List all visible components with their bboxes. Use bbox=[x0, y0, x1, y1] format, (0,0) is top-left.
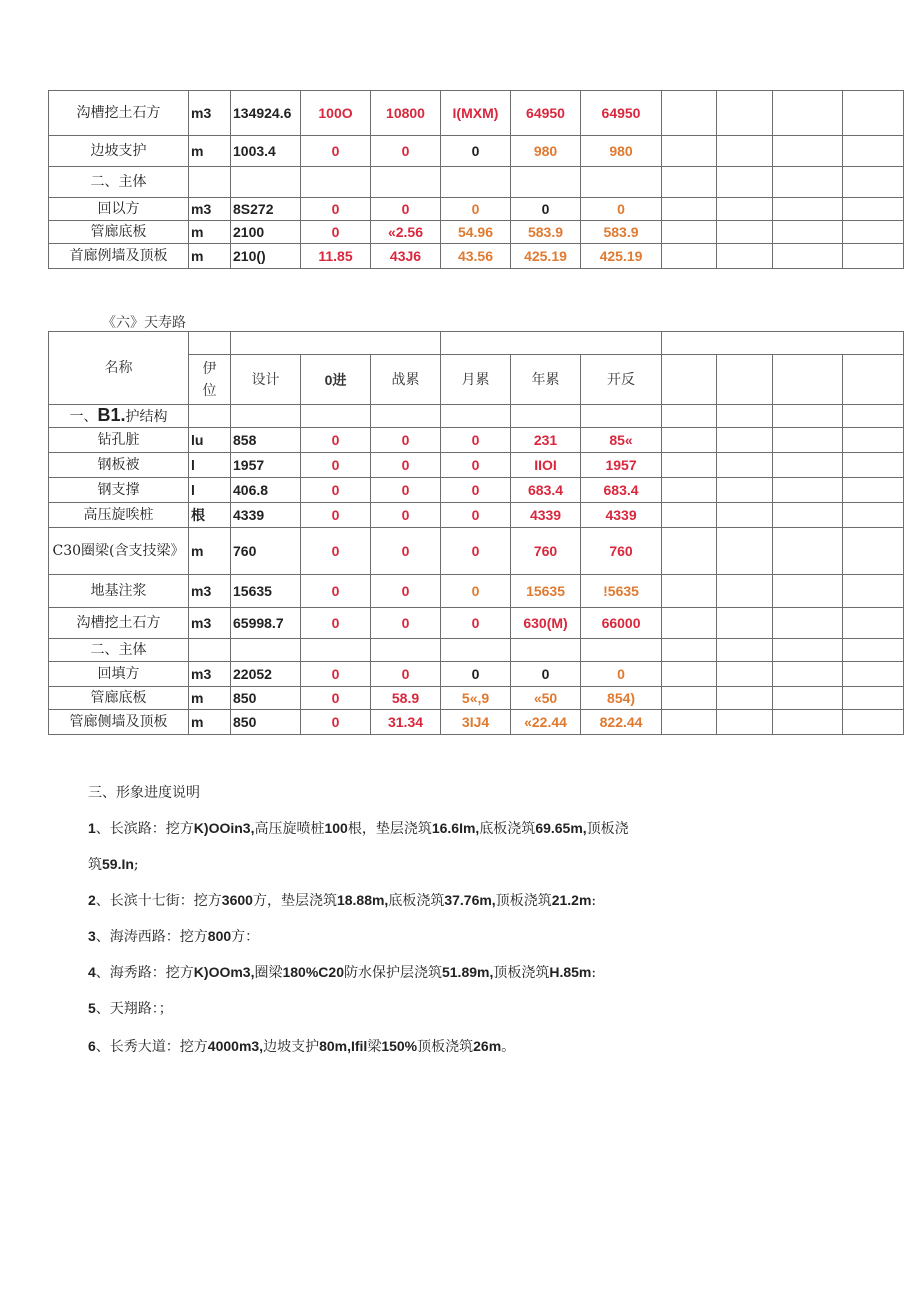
value-cell: 760 bbox=[581, 528, 662, 575]
empty-cell bbox=[843, 478, 904, 503]
item-unit: l bbox=[189, 478, 231, 503]
empty-cell bbox=[662, 662, 717, 687]
value-cell: 630(M) bbox=[511, 608, 581, 639]
value-cell: !5635 bbox=[581, 575, 662, 608]
value-cell: 4339 bbox=[511, 503, 581, 528]
empty-cell bbox=[717, 608, 773, 639]
empty-cell bbox=[717, 244, 773, 269]
table-row bbox=[49, 428, 904, 453]
header-col5: 开反 bbox=[581, 355, 662, 405]
value-cell: 10800 bbox=[371, 91, 441, 136]
empty-cell bbox=[662, 244, 717, 269]
value-cell bbox=[441, 167, 511, 198]
empty-cell bbox=[717, 528, 773, 575]
empty-cell bbox=[662, 91, 717, 136]
header-name: 名称 bbox=[49, 332, 189, 405]
empty-cell bbox=[843, 575, 904, 608]
empty-cell bbox=[773, 167, 843, 198]
table-row bbox=[49, 136, 904, 167]
value-cell: 58.9 bbox=[371, 687, 441, 710]
value-cell: 100O bbox=[301, 91, 371, 136]
value-cell: 85« bbox=[581, 428, 662, 453]
empty-cell bbox=[662, 687, 717, 710]
value-cell bbox=[511, 639, 581, 662]
empty-cell bbox=[717, 355, 773, 405]
value-cell: 0 bbox=[301, 608, 371, 639]
empty-cell bbox=[773, 478, 843, 503]
item-unit bbox=[189, 167, 231, 198]
value-cell: 583.9 bbox=[511, 221, 581, 244]
value-cell: 66000 bbox=[581, 608, 662, 639]
item-name: 回以方 bbox=[49, 198, 189, 221]
empty-cell bbox=[843, 198, 904, 221]
empty-cell bbox=[843, 503, 904, 528]
item-design: 760 bbox=[231, 528, 301, 575]
table-row bbox=[49, 244, 904, 269]
empty-cell bbox=[843, 221, 904, 244]
header-col3: 月累 bbox=[441, 355, 511, 405]
empty-cell bbox=[717, 478, 773, 503]
header-col2: 战累 bbox=[371, 355, 441, 405]
value-cell: 5«,9 bbox=[441, 687, 511, 710]
item-design: 1957 bbox=[231, 453, 301, 478]
value-cell: 0 bbox=[511, 198, 581, 221]
notes-heading: 三、形象进度说明 bbox=[88, 785, 200, 801]
item-name: 钢板被 bbox=[49, 453, 189, 478]
value-cell: «2.56 bbox=[371, 221, 441, 244]
empty-cell bbox=[773, 687, 843, 710]
item-unit: m bbox=[189, 244, 231, 269]
value-cell: 0 bbox=[301, 575, 371, 608]
item-name: 地基注浆 bbox=[49, 575, 189, 608]
empty-cell bbox=[662, 710, 717, 735]
empty-cell bbox=[773, 428, 843, 453]
value-cell: 0 bbox=[301, 710, 371, 735]
header-col4: 年累 bbox=[511, 355, 581, 405]
value-cell: 980 bbox=[511, 136, 581, 167]
note-1: 1、长滨路：挖方K)OOin3,高压旋喷桩100根，垫层浇筑16.6Im,底板浇筑69.65m,顶板浇 bbox=[88, 820, 629, 837]
value-cell: 980 bbox=[581, 136, 662, 167]
empty-cell bbox=[773, 608, 843, 639]
empty-cell bbox=[717, 136, 773, 167]
empty-cell bbox=[662, 221, 717, 244]
item-name: 二、主体 bbox=[49, 167, 189, 198]
header-blank bbox=[189, 332, 231, 355]
item-design: 15635 bbox=[231, 575, 301, 608]
empty-cell bbox=[662, 575, 717, 608]
empty-cell bbox=[843, 91, 904, 136]
value-cell: 0 bbox=[581, 662, 662, 687]
item-design: 406.8 bbox=[231, 478, 301, 503]
empty-cell bbox=[662, 167, 717, 198]
empty-cell bbox=[843, 528, 904, 575]
item-design: 858 bbox=[231, 428, 301, 453]
value-cell: 683.4 bbox=[581, 478, 662, 503]
value-cell: 0 bbox=[511, 662, 581, 687]
empty-cell bbox=[843, 639, 904, 662]
value-cell: 0 bbox=[371, 503, 441, 528]
empty-cell bbox=[662, 136, 717, 167]
value-cell: 0 bbox=[371, 136, 441, 167]
empty-cell bbox=[843, 428, 904, 453]
value-cell: 0 bbox=[371, 453, 441, 478]
value-cell: 0 bbox=[441, 136, 511, 167]
value-cell: 0 bbox=[301, 453, 371, 478]
empty-cell bbox=[717, 198, 773, 221]
value-cell: 4339 bbox=[581, 503, 662, 528]
empty-cell bbox=[717, 221, 773, 244]
progress-table-1 bbox=[48, 90, 904, 269]
table-row bbox=[49, 608, 904, 639]
value-cell bbox=[371, 639, 441, 662]
empty-cell bbox=[717, 687, 773, 710]
item-name: 管廊底板 bbox=[49, 687, 189, 710]
table-2-title: 《六》天寿路 bbox=[102, 315, 186, 331]
value-cell: 0 bbox=[371, 608, 441, 639]
empty-cell bbox=[773, 528, 843, 575]
value-cell: 0 bbox=[301, 503, 371, 528]
value-cell: 15635 bbox=[511, 575, 581, 608]
empty-cell bbox=[773, 136, 843, 167]
value-cell bbox=[581, 639, 662, 662]
empty-cell bbox=[717, 662, 773, 687]
value-cell: 0 bbox=[371, 662, 441, 687]
table-row bbox=[49, 662, 904, 687]
item-name: 回填方 bbox=[49, 662, 189, 687]
header-unit: 伊 位 bbox=[189, 355, 231, 405]
value-cell: 0 bbox=[441, 575, 511, 608]
value-cell: 0 bbox=[441, 453, 511, 478]
empty-cell bbox=[717, 91, 773, 136]
empty-cell bbox=[773, 221, 843, 244]
value-cell: 760 bbox=[511, 528, 581, 575]
value-cell: 3IJ4 bbox=[441, 710, 511, 735]
item-unit: m bbox=[189, 221, 231, 244]
empty-cell bbox=[773, 710, 843, 735]
item-design: 2100 bbox=[231, 221, 301, 244]
empty-cell bbox=[843, 167, 904, 198]
item-unit: m3 bbox=[189, 662, 231, 687]
empty-cell bbox=[773, 453, 843, 478]
empty-cell bbox=[662, 608, 717, 639]
item-name: 沟槽挖土石方 bbox=[49, 608, 189, 639]
value-cell: «50 bbox=[511, 687, 581, 710]
empty-cell bbox=[773, 244, 843, 269]
empty-cell bbox=[843, 687, 904, 710]
header-blank bbox=[662, 332, 904, 355]
empty-cell bbox=[662, 428, 717, 453]
item-design: 4339 bbox=[231, 503, 301, 528]
item-name: 管廊侧墙及顶板 bbox=[49, 710, 189, 735]
table-row bbox=[49, 528, 904, 575]
item-name: 管廊底板 bbox=[49, 221, 189, 244]
value-cell: 0 bbox=[371, 575, 441, 608]
value-cell: 0 bbox=[441, 198, 511, 221]
note-1-cont: 筑59.In; bbox=[88, 856, 139, 873]
empty-cell bbox=[773, 662, 843, 687]
empty-cell bbox=[662, 503, 717, 528]
item-design bbox=[231, 639, 301, 662]
header-blank bbox=[441, 332, 662, 355]
value-cell: 583.9 bbox=[581, 221, 662, 244]
value-cell: 64950 bbox=[511, 91, 581, 136]
value-cell: 31.34 bbox=[371, 710, 441, 735]
value-cell: «22.44 bbox=[511, 710, 581, 735]
empty-cell bbox=[773, 639, 843, 662]
item-unit: m bbox=[189, 710, 231, 735]
value-cell: 0 bbox=[301, 198, 371, 221]
note-4: 4、海秀路：挖方K)OOm3,圈梁180%C20防水保护层浇筑51.89m,顶板浇筑H.85m: bbox=[88, 964, 597, 981]
header-row-top bbox=[49, 332, 904, 355]
value-cell: 0 bbox=[301, 662, 371, 687]
value-cell: 0 bbox=[371, 198, 441, 221]
value-cell: 822.44 bbox=[581, 710, 662, 735]
table-row bbox=[49, 575, 904, 608]
section-title: 一、B1.护结构 bbox=[49, 405, 189, 428]
item-name: 高压旋唉桩 bbox=[49, 503, 189, 528]
header-design: 设计 bbox=[231, 355, 301, 405]
table-row bbox=[49, 639, 904, 662]
table-row bbox=[49, 687, 904, 710]
item-name: C30圈梁(含支技梁》 bbox=[49, 528, 189, 575]
empty-cell bbox=[843, 710, 904, 735]
item-unit: m bbox=[189, 528, 231, 575]
note-2: 2、长滨十七街：挖方3600方，垫层浇筑18.88m,底板浇筑37.76m,顶板浇筑21.2m: bbox=[88, 892, 597, 909]
table-row bbox=[49, 478, 904, 503]
value-cell bbox=[581, 167, 662, 198]
empty-cell bbox=[773, 355, 843, 405]
table-row bbox=[49, 91, 904, 136]
value-cell: 425.19 bbox=[511, 244, 581, 269]
empty-cell bbox=[843, 244, 904, 269]
item-name: 边坡支护 bbox=[49, 136, 189, 167]
value-cell: 854) bbox=[581, 687, 662, 710]
note-6: 6、长秀大道：挖方4000m3,边坡支护80m,Ifil梁150%顶板浇筑26m。 bbox=[88, 1038, 516, 1055]
table-row bbox=[49, 198, 904, 221]
empty-cell bbox=[717, 503, 773, 528]
value-cell: 64950 bbox=[581, 91, 662, 136]
item-unit: m bbox=[189, 136, 231, 167]
value-cell: 0 bbox=[441, 528, 511, 575]
value-cell: IIOI bbox=[511, 453, 581, 478]
value-cell bbox=[511, 167, 581, 198]
table-row bbox=[49, 221, 904, 244]
value-cell: 0 bbox=[301, 136, 371, 167]
value-cell: 0 bbox=[441, 478, 511, 503]
value-cell: 0 bbox=[301, 528, 371, 575]
item-name: 首廊例墙及顶板 bbox=[49, 244, 189, 269]
note-5: 5、天翔路：； bbox=[88, 1000, 173, 1017]
empty-cell bbox=[843, 355, 904, 405]
empty-cell bbox=[843, 453, 904, 478]
value-cell: 0 bbox=[301, 221, 371, 244]
item-unit: 根 bbox=[189, 503, 231, 528]
value-cell: 0 bbox=[301, 687, 371, 710]
empty-cell bbox=[773, 575, 843, 608]
item-design: 210() bbox=[231, 244, 301, 269]
empty-cell bbox=[662, 528, 717, 575]
value-cell bbox=[301, 167, 371, 198]
value-cell: 0 bbox=[441, 428, 511, 453]
empty-cell bbox=[717, 575, 773, 608]
value-cell bbox=[441, 639, 511, 662]
value-cell bbox=[301, 639, 371, 662]
item-unit: m3 bbox=[189, 608, 231, 639]
table-row bbox=[49, 453, 904, 478]
item-name: 二、主体 bbox=[49, 639, 189, 662]
item-name: 钻孔脏 bbox=[49, 428, 189, 453]
item-unit: m3 bbox=[189, 91, 231, 136]
empty-cell bbox=[717, 639, 773, 662]
item-unit: l bbox=[189, 453, 231, 478]
value-cell: 425.19 bbox=[581, 244, 662, 269]
empty-cell bbox=[843, 662, 904, 687]
table-row bbox=[49, 167, 904, 198]
empty-cell bbox=[773, 503, 843, 528]
value-cell: 0 bbox=[581, 198, 662, 221]
value-cell: 0 bbox=[441, 608, 511, 639]
value-cell: 0 bbox=[371, 528, 441, 575]
value-cell: 11.85 bbox=[301, 244, 371, 269]
table-row bbox=[49, 710, 904, 735]
value-cell: 0 bbox=[441, 662, 511, 687]
item-design: 1003.4 bbox=[231, 136, 301, 167]
value-cell: 231 bbox=[511, 428, 581, 453]
value-cell: 1957 bbox=[581, 453, 662, 478]
header-blank bbox=[231, 332, 441, 355]
value-cell: 43J6 bbox=[371, 244, 441, 269]
item-design: 65998.7 bbox=[231, 608, 301, 639]
value-cell: 0 bbox=[441, 503, 511, 528]
empty-cell bbox=[843, 136, 904, 167]
value-cell: 0 bbox=[301, 428, 371, 453]
empty-cell bbox=[717, 428, 773, 453]
empty-cell bbox=[662, 478, 717, 503]
value-cell: 43.56 bbox=[441, 244, 511, 269]
item-name: 钢支撑 bbox=[49, 478, 189, 503]
progress-table-2 bbox=[48, 331, 904, 735]
item-unit bbox=[189, 639, 231, 662]
empty-cell bbox=[843, 608, 904, 639]
empty-cell bbox=[662, 453, 717, 478]
item-unit: m3 bbox=[189, 575, 231, 608]
section-row bbox=[49, 405, 904, 428]
empty-cell bbox=[662, 198, 717, 221]
item-unit: m bbox=[189, 687, 231, 710]
value-cell: 54.96 bbox=[441, 221, 511, 244]
value-cell: 0 bbox=[301, 478, 371, 503]
item-design: 850 bbox=[231, 710, 301, 735]
empty-cell bbox=[773, 91, 843, 136]
item-unit: m3 bbox=[189, 198, 231, 221]
empty-cell bbox=[773, 198, 843, 221]
empty-cell bbox=[717, 710, 773, 735]
value-cell: 683.4 bbox=[511, 478, 581, 503]
item-design: 134924.6 bbox=[231, 91, 301, 136]
item-design: 22052 bbox=[231, 662, 301, 687]
empty-cell bbox=[717, 167, 773, 198]
value-cell: 0 bbox=[371, 478, 441, 503]
table-row bbox=[49, 503, 904, 528]
empty-cell bbox=[662, 639, 717, 662]
item-design: 8S272 bbox=[231, 198, 301, 221]
value-cell: 0 bbox=[371, 428, 441, 453]
empty-cell bbox=[717, 453, 773, 478]
item-design: 850 bbox=[231, 687, 301, 710]
note-3: 3、海涛西路：挖方800方： bbox=[88, 928, 260, 945]
empty-cell bbox=[662, 355, 717, 405]
item-name: 沟槽挖土石方 bbox=[49, 91, 189, 136]
value-cell: I(MXM) bbox=[441, 91, 511, 136]
header-col1: 0进 bbox=[301, 355, 371, 405]
item-unit: lu bbox=[189, 428, 231, 453]
item-design bbox=[231, 167, 301, 198]
value-cell bbox=[371, 167, 441, 198]
